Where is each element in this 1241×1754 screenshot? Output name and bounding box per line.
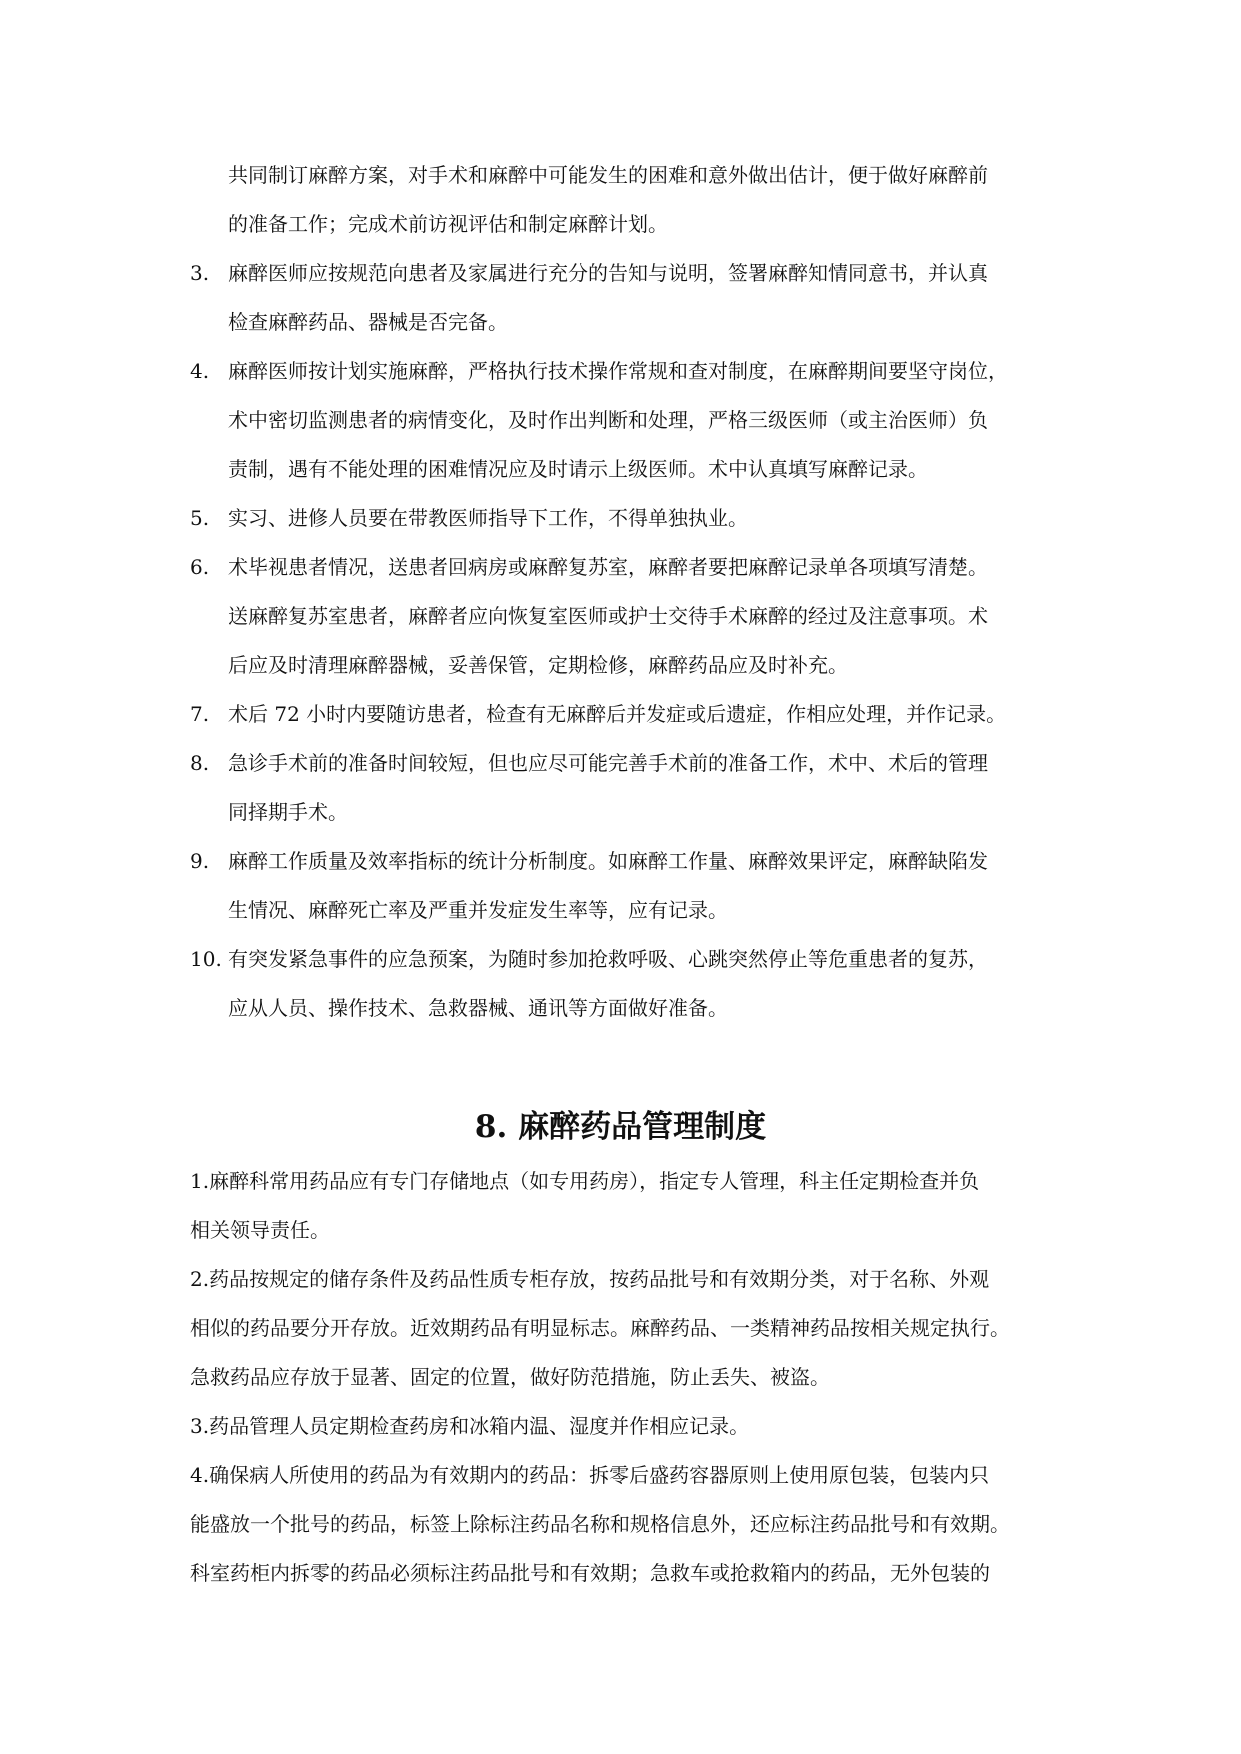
list-number: 7. xyxy=(190,702,210,726)
text-line: 麻醉医师应按规范向患者及家属进行充分的告知与说明，签署麻醉知情同意书，并认真 xyxy=(228,261,988,285)
text-line: 4.确保病人所使用的药品为有效期内的药品：拆零后盛药容器原则上使用原包装，包装内只 xyxy=(190,1463,990,1487)
text-line: 生情况、麻醉死亡率及严重并发症发生率等，应有记录。 xyxy=(228,898,728,922)
text-line: 1.麻醉科常用药品应有专门存储地点（如专用药房），指定专人管理，科主任定期检查并负 xyxy=(190,1169,980,1193)
text-line: 的准备工作；完成术前访视评估和制定麻醉计划。 xyxy=(228,212,668,236)
text-line: 能盛放一个批号的药品，标签上除标注药品名称和规格信息外，还应标注药品批号和有效期。 xyxy=(190,1512,1010,1536)
text-line: 实习、进修人员要在带教医师指导下工作，不得单独执业。 xyxy=(228,506,748,530)
list-number: 9. xyxy=(190,849,210,873)
text-line: 急诊手术前的准备时间较短，但也应尽可能完善手术前的准备工作，术中、术后的管理 xyxy=(228,751,988,775)
text-line: 相似的药品要分开存放。近效期药品有明显标志。麻醉药品、一类精神药品按相关规定执行。 xyxy=(190,1316,1010,1340)
list-number: 8. xyxy=(190,751,210,775)
text-line: 有突发紧急事件的应急预案，为随时参加抢救呼吸、心跳突然停止等危重患者的复苏， xyxy=(228,947,988,971)
text-line: 3.药品管理人员定期检查药房和冰箱内温、湿度并作相应记录。 xyxy=(190,1414,750,1438)
section-title: 8. 麻醉药品管理制度 xyxy=(474,1109,767,1145)
list-number: 5. xyxy=(190,506,210,530)
text-line: 后应及时清理麻醉器械，妥善保管，定期检修，麻醉药品应及时补充。 xyxy=(228,653,848,677)
text-line: 同择期手术。 xyxy=(228,800,348,824)
text-line: 送麻醉复苏室患者，麻醉者应向恢复室医师或护士交待手术麻醉的经过及注意事项。术 xyxy=(228,604,988,628)
text-line: 麻醉工作质量及效率指标的统计分析制度。如麻醉工作量、麻醉效果评定，麻醉缺陷发 xyxy=(228,849,988,873)
text-line: 检查麻醉药品、器械是否完备。 xyxy=(228,310,508,334)
list-number: 6. xyxy=(190,555,210,579)
text-line: 2.药品按规定的储存条件及药品性质专柜存放，按药品批号和有效期分类，对于名称、外观 xyxy=(190,1267,990,1291)
text-line: 急救药品应存放于显著、固定的位置，做好防范措施，防止丢失、被盗。 xyxy=(190,1365,830,1389)
list-number: 3. xyxy=(190,261,210,285)
text-line: 科室药柜内拆零的药品必须标注药品批号和有效期；急救车或抢救箱内的药品，无外包装的 xyxy=(190,1561,990,1585)
text-line: 责制，遇有不能处理的困难情况应及时请示上级医师。术中认真填写麻醉记录。 xyxy=(228,457,928,481)
text-line: 术中密切监测患者的病情变化，及时作出判断和处理，严格三级医师（或主治医师）负 xyxy=(228,408,988,432)
text-line: 术后 72 小时内要随访患者，检查有无麻醉后并发症或后遗症，作相应处理，并作记录。 xyxy=(228,702,1007,726)
text-line: 麻醉医师按计划实施麻醉，严格执行技术操作常规和查对制度，在麻醉期间要坚守岗位， xyxy=(228,359,1008,383)
text-line: 共同制订麻醉方案，对手术和麻醉中可能发生的困难和意外做出估计，便于做好麻醉前 xyxy=(228,163,988,187)
text-line: 应从人员、操作技术、急救器械、通讯等方面做好准备。 xyxy=(228,996,728,1020)
text-line: 术毕视患者情况，送患者回病房或麻醉复苏室，麻醉者要把麻醉记录单各项填写清楚。 xyxy=(228,555,988,579)
text-line: 相关领导责任。 xyxy=(190,1218,330,1242)
list-number: 10. xyxy=(190,947,222,971)
list-number: 4. xyxy=(190,359,210,383)
